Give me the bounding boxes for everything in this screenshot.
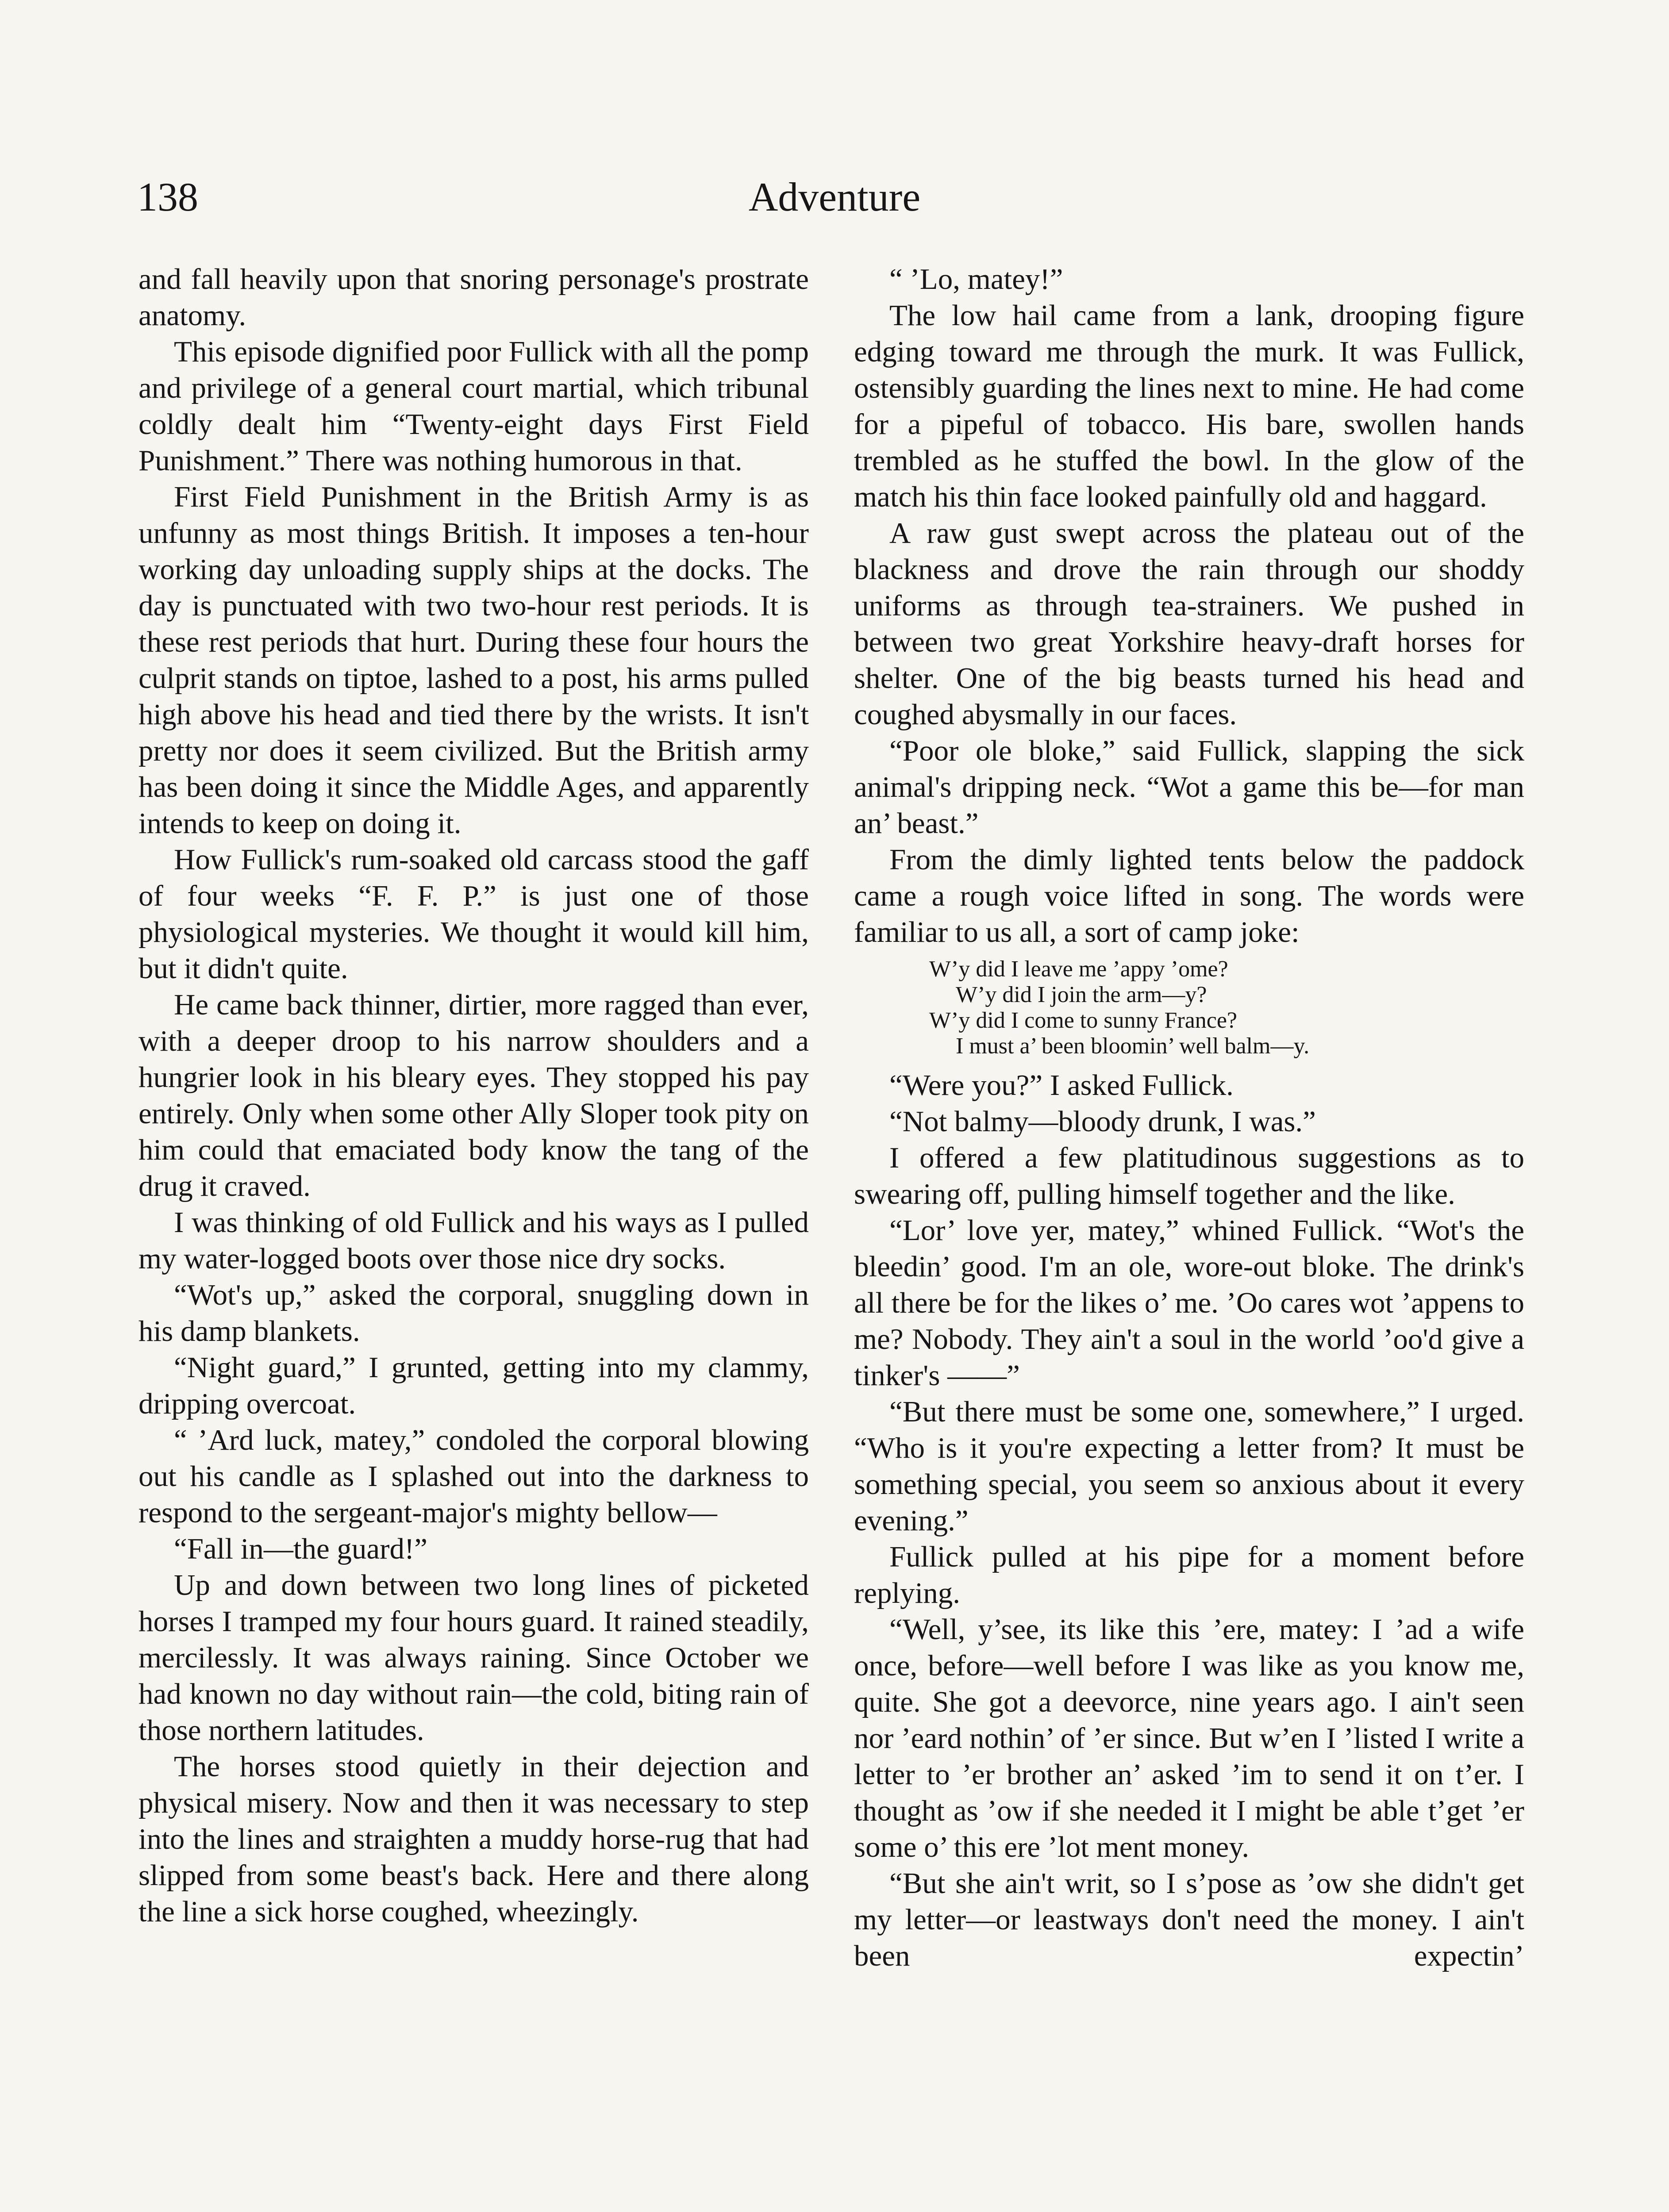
- paragraph: I was thinking of old Fullick and his ways as I pulled my water-logged boots over those nice dry socks.: [138, 1206, 809, 1275]
- right-column-paragraphs-after-verse: [854, 1067, 1524, 1974]
- paragraph: “Were you?” I asked Fullick.: [889, 1069, 1234, 1102]
- paragraph: “ ’Ard luck, matey,” condoled the corporal blowing out his candle as I splashed out into the darkness to respond to the sergeant-major's mighty bellow—: [138, 1424, 809, 1529]
- paragraph: “But she ain't writ, so I s’pose as ’ow she didn't get my letter—or leastways don't need the money. I ain't been expectin’: [854, 1867, 1524, 1972]
- verse-line: W’y did I come to sunny France?: [929, 1008, 1238, 1033]
- paragraph: “Fall in—the guard!”: [174, 1532, 428, 1565]
- page-header: [137, 170, 1532, 223]
- paragraph: “But there must be some one, somewhere,” I urged. “Who is it you're expecting a letter from? It must be something special, you seem so anxious about it every evening.”: [854, 1395, 1524, 1537]
- paragraph: Up and down between two long lines of picketed horses I tramped my four hours guard. It rained steadily, mercilessly. It was always raining. Since October we had known no day without rain—the cold, biting rain of those northern latitudes.: [138, 1569, 809, 1747]
- left-column: [138, 261, 809, 1930]
- paragraph: “ ’Lo, matey!”: [889, 263, 1063, 296]
- paragraph: The horses stood quietly in their dejection and physical misery. Now and then it was necessary to step into the lines and straighten a muddy horse-rug that had slipped from some beast's back. Here and there along the line a sick horse coughed, wheezingly.: [138, 1750, 809, 1928]
- paragraph: He came back thinner, dirtier, more ragged than ever, with a deeper droop to his narrow shoulders and a hungrier look in his bleary eyes. They stopped his pay entirely. Only when some other Ally Sloper took pity on him could that emaciated body know the tang of the drug it craved.: [138, 988, 809, 1202]
- page-number: 138: [137, 174, 198, 219]
- verse-line: W’y did I leave me ’appy ’ome?: [929, 956, 1228, 982]
- paragraph: From the dimly lighted tents below the paddock came a rough voice lifted in song. The words were familiar to us all, a sort of camp joke:: [854, 843, 1524, 949]
- paragraph: “Lor’ love yer, matey,” whined Fullick. “Wot's the bleedin’ good. I'm an ole, wore-out bloke. The drink's all there be for the likes o’ me. ’Oo cares wot ’appens to me? Nobody. They ain't a soul in the world ’oo'd give a tinker's ——”: [854, 1214, 1524, 1392]
- paragraph: “Night guard,” I grunted, getting into my clammy, dripping overcoat.: [138, 1351, 809, 1420]
- paragraph: Fullick pulled at his pipe for a moment before replying.: [854, 1540, 1524, 1609]
- paragraph: How Fullick's rum-soaked old carcass stood the gaff of four weeks “F. F. P.” is just one of those physiological mysteries. We thought it would kill him, but it didn't quite.: [138, 843, 809, 985]
- paragraph: “Not balmy—bloody drunk, I was.”: [889, 1105, 1316, 1138]
- paragraph: This episode dignified poor Fullick with all the pomp and privilege of a general court martial, which tribunal coldly dealt him “Twenty-eight days First Field Punishment.” There was nothing humorous in that.: [138, 335, 809, 477]
- running-title: Adventure: [748, 174, 921, 219]
- paragraph: “Well, y’see, its like this ’ere, matey: I ’ad a wife once, before—well before I was like as you know me, quite. She got a deevorce, nine years ago. I ain't seen nor ’eard nothin’ of ’er since. But w’en I ’listed I write a letter to ’er brother an’ asked ’im to send it on t’er. I thought as ’ow if she needed it I might be able t’get ’er some o’ this ere ’lot ment money.: [854, 1613, 1524, 1863]
- paragraph: I offered a few platitudinous suggestions as to swearing off, pulling himself together and the like.: [854, 1141, 1524, 1210]
- paragraph: and fall heavily upon that snoring personage's prostrate anatomy.: [138, 263, 809, 332]
- paragraph: “Wot's up,” asked the corporal, snuggling down in his damp blankets.: [138, 1279, 809, 1348]
- paragraph: First Field Punishment in the British Army is as unfunny as most things British. It imposes a ten-hour working day unloading supply ships at the docks. The day is punctuated with two two-hour rest periods. It is these rest periods that hurt. During these four hours the culprit stands on tiptoe, lashed to a post, his arms pulled high above his head and tied there by the wrists. It isn't pretty nor does it seem civilized. But the British army has been doing it since the Middle Ages, and apparently intends to keep on doing it.: [138, 480, 809, 840]
- verse-line: I must a’ been bloomin’ well balm—y.: [956, 1033, 1310, 1059]
- paragraph: The low hail came from a lank, drooping figure edging toward me through the murk. It was Fullick, ostensibly guarding the lines next to mine. He had come for a pipeful of tobacco. His bare, swollen hands trembled as he stuffed the bowl. In the glow of the match his thin face looked painfully old and haggard.: [854, 299, 1524, 513]
- right-column-paragraphs-before-verse: [854, 261, 1524, 950]
- verse-line: W’y did I join the arm—y?: [956, 982, 1207, 1007]
- paragraph: “Poor ole bloke,” said Fullick, slapping the sick animal's dripping neck. “Wot a game this be—for man an’ beast.”: [854, 734, 1524, 840]
- paragraph: A raw gust swept across the plateau out of the blackness and drove the rain through our shoddy uniforms as through tea-strainers. We pushed in between two great Yorkshire heavy-draft horses for shelter. One of the big beasts turned his head and coughed abysmally in our faces.: [854, 517, 1524, 731]
- right-column: [854, 261, 1524, 1974]
- song-verse: [854, 956, 1524, 1059]
